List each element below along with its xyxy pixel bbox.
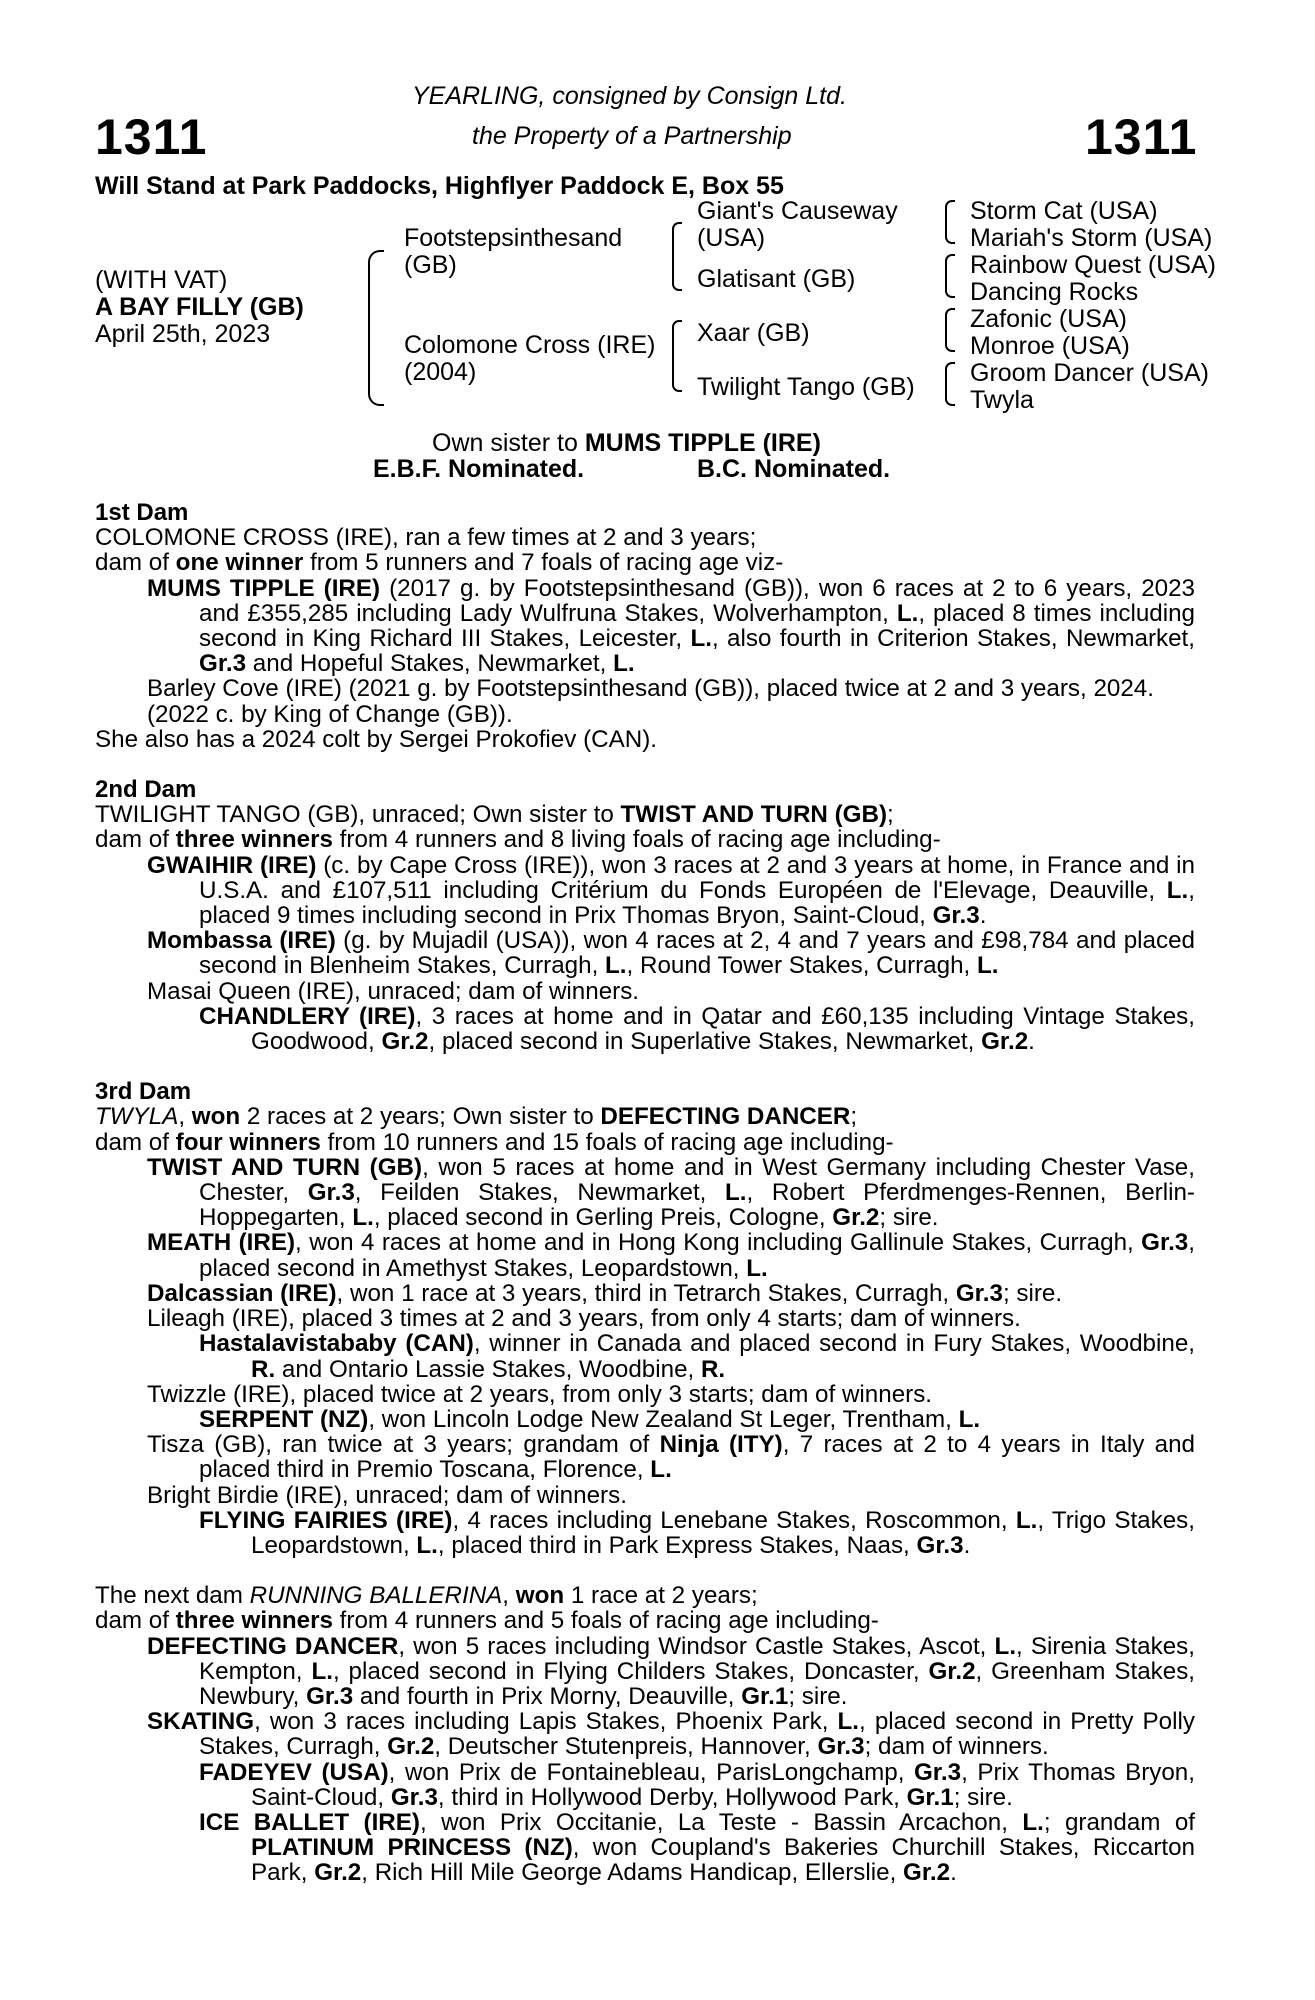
para: Mombassa (IRE) (g. by Mujadil (USA)), won 4 races at 2, 4 and 7 years and £98,784 and placed second in Blenheim Stakes, Curragh, L., Round Tower Stakes, Curragh, L. [147, 927, 1195, 980]
sire: Footstepsinthesand (GB) [404, 224, 623, 279]
para: Dalcassian (IRE), won 1 race at 3 years, third in Tetrarch Stakes, Curragh, Gr.3; sire. [147, 1279, 1063, 1307]
consignment-line: YEARLING, consigned by Consign Ltd. [412, 82, 847, 110]
lot-number-left: 1311 [95, 109, 208, 165]
para: dam of three winners from 4 runners and 5 foals of racing age including- [95, 1607, 879, 1635]
dam-dam: Twilight Tango (GB) [697, 373, 915, 401]
sire-dam: Glatisant (GB) [697, 265, 856, 293]
third-dam-heading: 3rd Dam [95, 1078, 192, 1106]
para: Hastalavistababy (CAN), winner in Canada and placed second in Fury Stakes, Woodbine, R. and Ontario Lassie Stakes, Woodbine, R. [199, 1330, 1195, 1383]
dam-sire: Xaar (GB) [697, 319, 810, 347]
location-line: Will Stand at Park Paddocks, Highflyer Paddock E, Box 55 [95, 172, 784, 200]
para: SKATING, won 3 races including Lapis Stakes, Phoenix Park, L., placed second in Pretty Polly Stakes, Curragh, Gr.2, Deutscher Stutenpreis, Hannover, Gr.3; dam of winners. [147, 1708, 1195, 1761]
lot-number-right: 1311 [1085, 109, 1198, 165]
para: She also has a 2024 colt by Sergei Prokofiev (CAN). [95, 725, 657, 753]
para: COLOMONE CROSS (IRE), ran a few times at 2 and 3 years; [95, 524, 757, 552]
para: Tisza (GB), ran twice at 3 years; grandam of Ninja (ITY), 7 races at 2 to 4 years in Italy and placed third in Premio Toscana, Florence, L. [147, 1431, 1195, 1484]
sire-brace [672, 222, 682, 291]
grandsire-3: Zafonic (USA) [970, 305, 1127, 333]
grandsire-4: Groom Dancer (USA) [970, 359, 1209, 387]
g-brace-1 [945, 200, 955, 244]
g-brace-2 [945, 254, 955, 298]
grandsire-1: Storm Cat (USA) [970, 197, 1158, 225]
own-sister-prefix: Own sister to [432, 429, 585, 457]
para: Twizzle (IRE), placed twice at 2 years, from only 3 starts; dam of winners. [147, 1380, 933, 1408]
g-brace-4 [945, 362, 955, 406]
horse-name: A BAY FILLY (GB) [95, 293, 304, 321]
granddam-2: Dancing Rocks [970, 278, 1139, 306]
para: FADEYEV (USA), won Prix de Fontainebleau, ParisLongchamp, Gr.3, Prix Thomas Bryon, Saint-Cloud, Gr.3, third in Hollywood Derby, Hollywood Park, Gr.1; sire. [199, 1758, 1195, 1811]
para: dam of one winner from 5 runners and 7 foals of racing age viz- [95, 549, 784, 577]
sire-sire: Giant's Causeway (USA) [697, 197, 898, 252]
granddam-1: Mariah's Storm (USA) [970, 224, 1213, 252]
second-dam-heading: 2nd Dam [95, 776, 197, 804]
para: TWIST AND TURN (GB), won 5 races at home and in West Germany including Chester Vase, Chester, Gr.3, Feilden Stakes, Newmarket, L., Robert Pferdmenges-Rennen, Berlin-Hoppegarten, L., placed second in Gerling Preis, Cologne, Gr.2; sire. [147, 1153, 1195, 1232]
granddam-3: Monroe (USA) [970, 332, 1130, 360]
para: (2022 c. by King of Change (GB)). [147, 700, 513, 728]
ebf-nominated: E.B.F. Nominated. [373, 455, 585, 483]
bc-nominated: B.C. Nominated. [697, 455, 891, 483]
para: dam of four winners from 10 runners and 15 foals of racing age including- [95, 1128, 894, 1156]
own-sister-name: MUMS TIPPLE (IRE) [584, 429, 821, 457]
own-sister-line [432, 430, 821, 457]
vat-label: (WITH VAT) [95, 266, 228, 294]
para: Bright Birdie (IRE), unraced; dam of winners. [147, 1481, 627, 1509]
first-dam-heading: 1st Dam [95, 499, 189, 526]
para: Lileagh (IRE), placed 3 times at 2 and 3 years, from only 4 starts; dam of winners. [147, 1305, 1021, 1333]
dam: Colomone Cross (IRE) (2004) [404, 331, 656, 386]
foaled-date: April 25th, 2023 [95, 320, 271, 348]
para: SERPENT (NZ), won Lincoln Lodge New Zealand St Leger, Trentham, L. [199, 1405, 981, 1433]
granddam-4: Twyla [970, 386, 1034, 414]
para: Barley Cove (IRE) (2021 g. by Footstepsinthesand (GB)), placed twice at 2 and 3 years, 2024. [147, 675, 1154, 703]
para: TWILIGHT TANGO (GB), unraced; Own sister to TWIST AND TURN (GB); [95, 801, 894, 829]
para: MEATH (IRE), won 4 races at home and in Hong Kong including Gallinule Stakes, Curragh, Gr.3, placed second in Amethyst Stakes, Leopardstown, L. [147, 1229, 1195, 1282]
pedigree-brace [368, 250, 384, 406]
g-brace-3 [945, 308, 955, 352]
para: DEFECTING DANCER, won 5 races including Windsor Castle Stakes, Ascot, L., Sirenia Stakes, Kempton, L., placed second in Flying Childers Stakes, Doncaster, Gr.2, Greenham Stakes, Newbury, Gr.3 and fourth in Prix Morny, Deauville, Gr.1; sire. [147, 1632, 1196, 1710]
para: GWAIHIR (IRE) (c. by Cape Cross (IRE)), won 3 races at 2 and 3 years at home, in France and in U.S.A. and £107,511 including Critérium du Fonds Européen de l'Elevage, Deauville, L., placed 9 times including second in Prix Thomas Bryon, Saint-Cloud, Gr.3. [147, 851, 1195, 930]
grandsire-2: Rainbow Quest (USA) [970, 251, 1216, 279]
para: CHANDLERY (IRE), 3 races at home and in Qatar and £60,135 including Vintage Stakes, Goodwood, Gr.2, placed second in Superlative Stakes, Newmarket, Gr.2. [199, 1002, 1195, 1056]
para: dam of three winners from 4 runners and 8 living foals of racing age including- [95, 826, 941, 854]
para: TWYLA, won 2 races at 2 years; Own sister to DEFECTING DANCER; [95, 1103, 858, 1131]
para: MUMS TIPPLE (IRE) (2017 g. by Footstepsinthesand (GB)), won 6 races at 2 to 6 years, 2023 and £355,285 including Lady Wulfruna Stakes, Wolverhampton, L., placed 8 times including second in King Richard III Stakes, Leicester, L., also fourth in Criterion Stakes, Newmarket, Gr.3 and Hopeful Stakes, Newmarket, L. [147, 574, 1195, 678]
para: Masai Queen (IRE), unraced; dam of winners. [147, 977, 640, 1005]
property-line: the Property of a Partnership [472, 122, 792, 150]
para: The next dam RUNNING BALLERINA, won 1 race at 2 years; [95, 1582, 758, 1610]
para: FLYING FAIRIES (IRE), 4 races including Lenebane Stakes, Roscommon, L., Trigo Stakes, Leopardstown, L., placed third in Park Express Stakes, Naas, Gr.3. [199, 1506, 1195, 1559]
catalogue-text [95, 500, 1195, 1886]
para: ICE BALLET (IRE), won Prix Occitanie, La Teste - Bassin Arcachon, L.; grandam of PLATINUM PRINCESS (NZ), won Coupland's Bakeries Churchill Stakes, Riccarton Park, Gr.2, Rich Hill Mile George Adams Handicap, Ellerslie, Gr.2. [199, 1808, 1195, 1887]
